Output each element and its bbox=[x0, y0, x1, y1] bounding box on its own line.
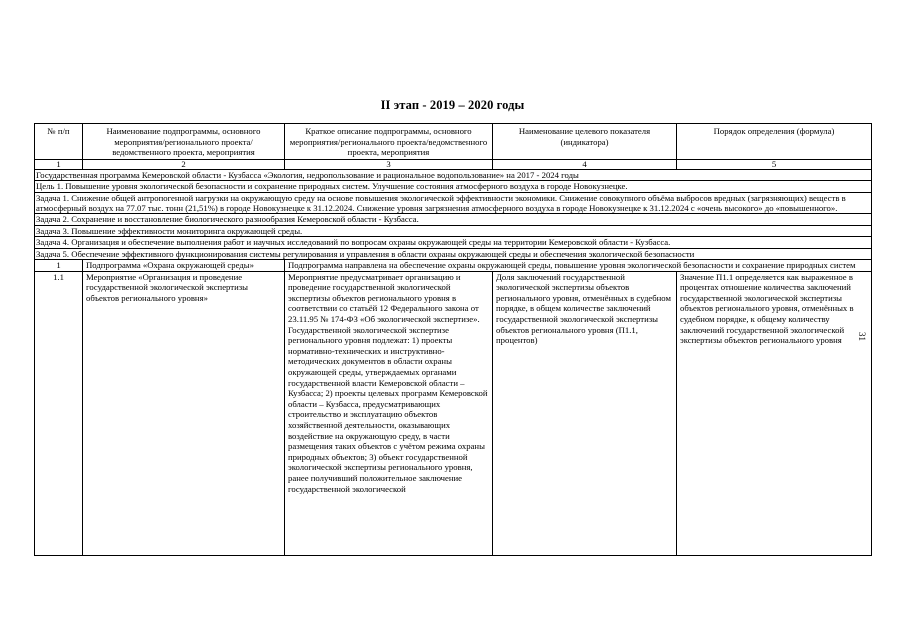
measure-indicator: Доля заключений государственной экологической экспертизы объектов регионального уровня, отменённых в судебном порядке, в общем количестве заключений государственной экологической экспертизы объектов регионального уровня (П1.1, процентов) bbox=[493, 271, 677, 555]
task-4-text: Задача 4. Организация и обеспечение выполнения работ и научных исследований по вопросам охраны окружающей среды на территории Кемеровской области - Кузбасса. bbox=[35, 237, 872, 248]
header-name: Наименование подпрограммы, основного мероприятия/регионального проекта/ведомственного проекта, мероприятия bbox=[83, 124, 285, 160]
column-number: 4 bbox=[493, 159, 677, 169]
goal-row bbox=[35, 181, 872, 192]
measure-formula: Значение П1.1 определяется как выраженное в процентах отношение количества заключений государственной экологической экспертизы объектов регионального уровня, отменённых в судебном порядке, к общему количеству заключений государственной экологической экспертизы объектов регионального уровня bbox=[677, 271, 872, 555]
subprogram-row bbox=[35, 260, 872, 272]
header-indicator: Наименование целевого показателя (индикатора) bbox=[493, 124, 677, 160]
task-3-text: Задача 3. Повышение эффективности мониторинга окружающей среды. bbox=[35, 225, 872, 236]
measure-name: Мероприятие «Организация и проведение государственной экологической экспертизы объектов регионального уровня» bbox=[83, 271, 285, 555]
measure-num: 1.1 bbox=[35, 271, 83, 555]
task-5-text: Задача 5. Обеспечение эффективного функционирования системы регулирования и управления в области охраны окружающей среды и обеспечения экологической безопасности bbox=[35, 248, 872, 259]
table-header-row bbox=[35, 124, 872, 160]
task-row bbox=[35, 214, 872, 225]
column-number-row bbox=[35, 159, 872, 169]
measure-row bbox=[35, 271, 872, 555]
program-row bbox=[35, 169, 872, 180]
goal-text: Цель 1. Повышение уровня экологической безопасности и сохранение природных систем. Улучшение состояния атмосферного воздуха в городе Новокузнецке. bbox=[35, 181, 872, 192]
column-number: 3 bbox=[285, 159, 493, 169]
column-number: 2 bbox=[83, 159, 285, 169]
page-title: II этап - 2019 – 2020 годы bbox=[380, 98, 525, 112]
task-2-text: Задача 2. Сохранение и восстановление биологического разнообразия Кемеровской области - Кузбасса. bbox=[35, 214, 872, 225]
subprogram-num: 1 bbox=[35, 260, 83, 272]
program-title: Государственная программа Кемеровской области - Кузбасса «Экология, недропользование и рациональное водопользование» на 2017 - 2024 годы bbox=[35, 169, 872, 180]
header-num: № п/п bbox=[35, 124, 83, 160]
task-row bbox=[35, 225, 872, 236]
subprogram-name: Подпрограмма «Охрана окружающей среды» bbox=[83, 260, 285, 272]
page-number: 31 bbox=[857, 332, 867, 341]
task-row bbox=[35, 192, 872, 214]
measure-description: Мероприятие предусматривает организацию и проведение государственной экологической экспертизы объектов регионального уровня в соответствии со статьёй 12 Федерального закона от 23.11.95 № 174-ФЗ «Об экологической экспертизе». Государственной экологической экспертизе регионального уровня подлежат: 1) проекты нормативно-технических и инструктивно-методических документов в области охраны окружающей среды, утверждаемых органами государственной власти Кемеровской области – Кузбасса; 2) проекты целевых программ Кемеровской области – Кузбасса, предусматривающих строительство и эксплуатацию объектов хозяйственной деятельности, оказывающих воздействие на окружающую среду, в части размещения таких объектов с учётом режима охраны природных объектов; 3) объект государственной экологической экспертизы регионального уровня, ранее получивший положительное заключение государственной экологической bbox=[285, 271, 493, 555]
task-1-text: Задача 1. Снижение общей антропогенной нагрузки на окружающую среду на основе повышения экологической эффективности экономики. Снижение совокупного объёма выбросов вредных (загрязняющих) веществ в атмосферный воздух на 77.07 тыс. тонн (21,51%) в городе Новокузнецке к 31.12.2024. Снижение уровня загрязнения атмосферного воздуха в городе Новокузнецке к 31.12.2024 с «очень высокого» до «повышенного». bbox=[35, 192, 872, 214]
header-description: Краткое описание подпрограммы, основного мероприятия/регионального проекта/ведомственного проекта, мероприятия bbox=[285, 124, 493, 160]
header-formula: Порядок определения (формула) bbox=[677, 124, 872, 160]
column-number: 1 bbox=[35, 159, 83, 169]
task-row bbox=[35, 237, 872, 248]
subprogram-description: Подпрограмма направлена на обеспечение охраны окружающей среды, повышение уровня экологической безопасности и сохранение природных систем bbox=[285, 260, 872, 272]
program-table bbox=[34, 123, 872, 556]
task-row bbox=[35, 248, 872, 259]
column-number: 5 bbox=[677, 159, 872, 169]
